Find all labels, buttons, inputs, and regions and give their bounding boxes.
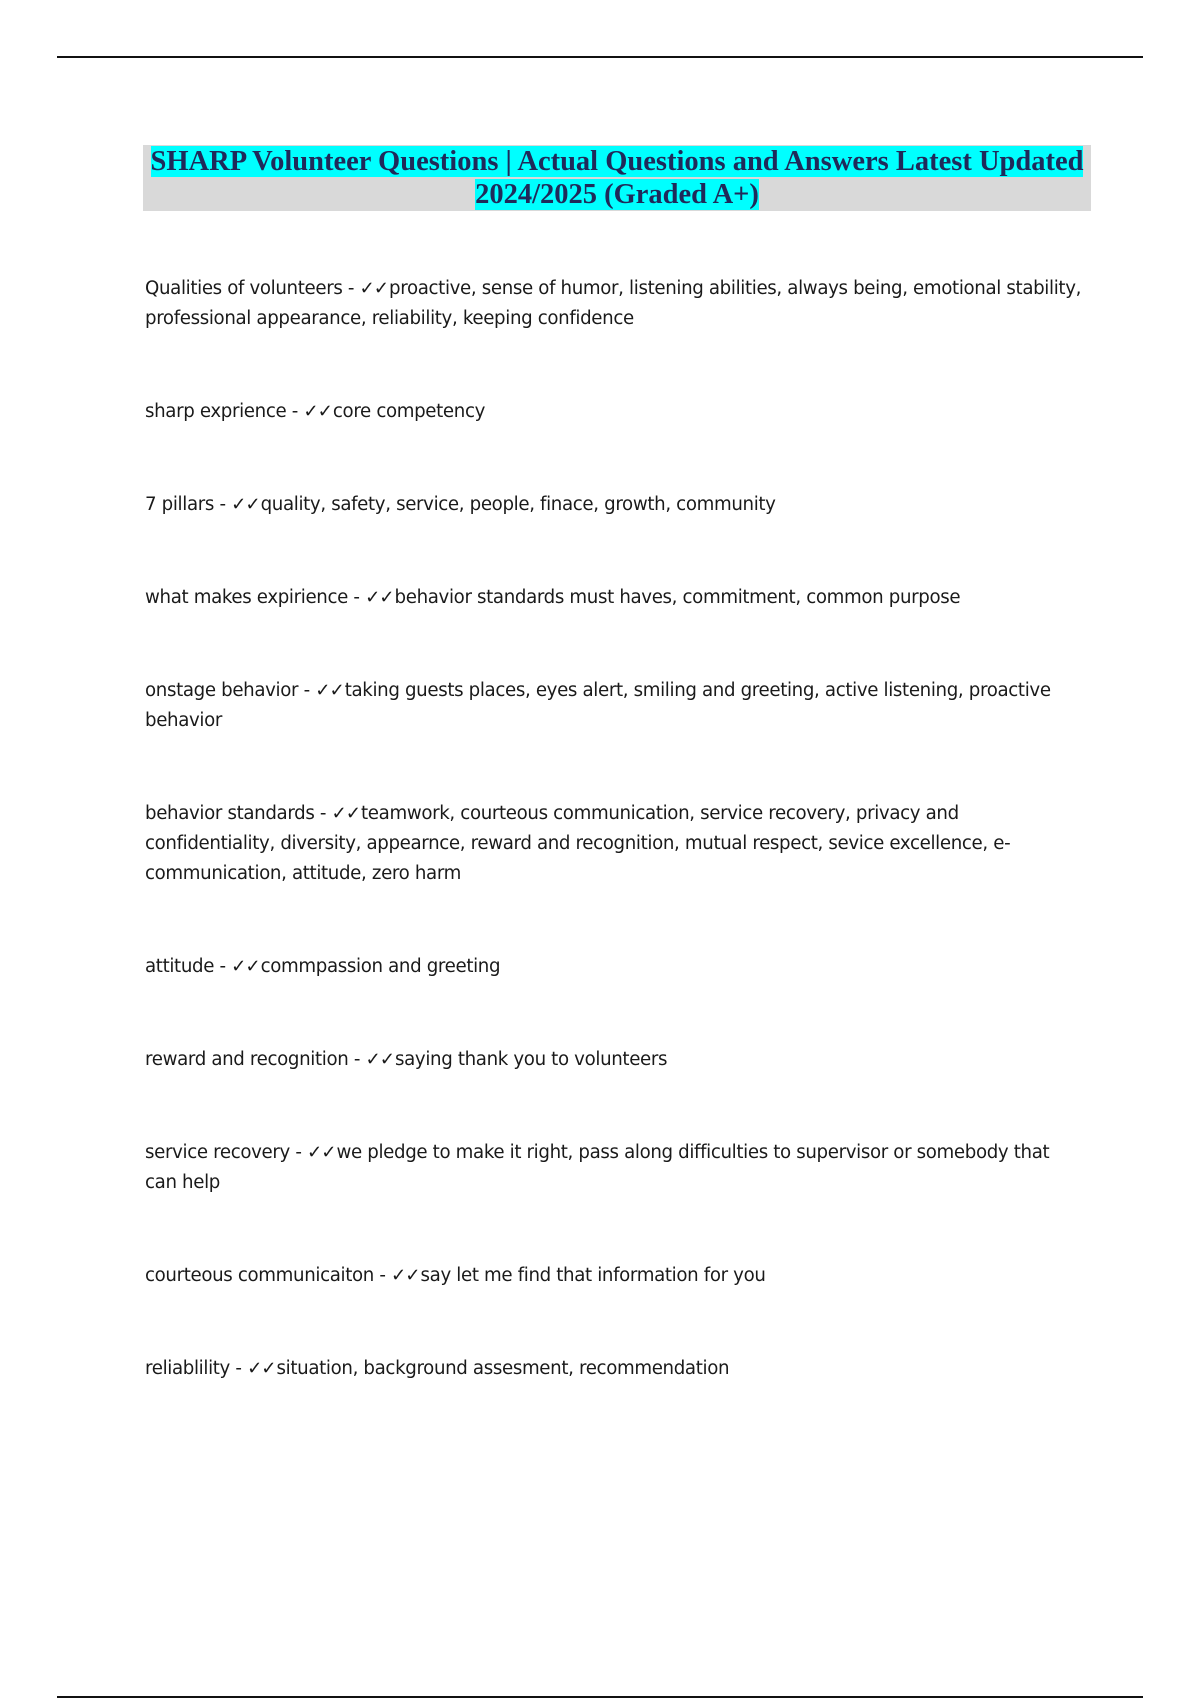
title-line-2: 2024/2025 (Graded A+)	[475, 179, 759, 210]
qa-answer: core competency	[332, 401, 486, 422]
qa-item: reward and recognition - ✓✓saying thank you to volunteers	[145, 1049, 668, 1070]
qa-question: Qualities of volunteers	[145, 278, 343, 299]
qa-item: attitude - ✓✓commpassion and greeting	[145, 956, 501, 977]
qa-item: 7 pillars - ✓✓quality, safety, service, people, finace, growth, community	[145, 494, 776, 515]
qa-item: reliablility - ✓✓situation, background assesment, recommendation	[145, 1358, 730, 1379]
page-top-rule	[57, 56, 1143, 58]
double-check-icon: ✓✓	[315, 680, 344, 701]
qa-list	[145, 274, 1085, 1447]
qa-answer: say let me find that information for you	[420, 1265, 766, 1286]
qa-item: Qualities of volunteers - ✓✓proactive, sense of humor, listening abilities, always being, emotional stability, professional appearance, reliability, keeping confidence	[145, 278, 1082, 329]
qa-question: attitude	[145, 956, 215, 977]
qa-question: what makes expirience	[145, 587, 348, 608]
qa-question: service recovery	[145, 1142, 290, 1163]
qa-item: behavior standards - ✓✓teamwork, courteous communication, service recovery, privacy and confidentiality, diversity, appearnce, reward and recognition, mutual respect, sevice excellence, e-communication, attitude, zero harm	[145, 803, 1011, 884]
double-check-icon: ✓✓	[307, 1142, 336, 1163]
qa-answer: teamwork, courteous communication, service recovery, privacy and confidentiality, diversity, appearnce, reward and recognition, mutual respect, sevice excellence, e-communication, attitude, zero harm	[145, 803, 1011, 884]
qa-question: sharp exprience	[145, 401, 287, 422]
qa-answer: taking guests places, eyes alert, smiling and greeting, active listening, proactive behavior	[145, 680, 1051, 731]
page-bottom-rule	[57, 1696, 1143, 1698]
qa-item: what makes expirience - ✓✓behavior standards must haves, commitment, common purpose	[145, 587, 961, 608]
double-check-icon: ✓✓	[359, 278, 389, 299]
double-check-icon: ✓✓	[231, 956, 260, 977]
qa-item: service recovery - ✓✓we pledge to make it right, pass along difficulties to supervisor or somebody that can help	[145, 1142, 1050, 1193]
qa-answer: proactive, sense of humor, listening abilities, always being, emotional stability, professional appearance, reliability, keeping confidence	[145, 278, 1082, 329]
title-line-1: SHARP Volunteer Questions | Actual Questions and Answers Latest Updated	[150, 146, 1084, 177]
double-check-icon: ✓✓	[247, 1358, 276, 1379]
double-check-icon: ✓✓	[303, 401, 332, 422]
double-check-icon: ✓✓	[391, 1265, 420, 1286]
qa-answer: saying thank you to volunteers	[395, 1049, 668, 1070]
qa-question: 7 pillars	[145, 494, 215, 515]
qa-item: onstage behavior - ✓✓taking guests places, eyes alert, smiling and greeting, active listening, proactive behavior	[145, 680, 1051, 731]
double-check-icon: ✓✓	[231, 494, 260, 515]
qa-answer: behavior standards must haves, commitment, common purpose	[394, 587, 961, 608]
qa-question: behavior standards	[145, 803, 315, 824]
qa-answer: we pledge to make it right, pass along difficulties to supervisor or somebody that can help	[145, 1142, 1050, 1193]
double-check-icon: ✓✓	[331, 803, 361, 824]
qa-item: sharp exprience - ✓✓core competency	[145, 401, 486, 422]
double-check-icon: ✓✓	[365, 1049, 394, 1070]
qa-item: courteous communicaiton - ✓✓say let me find that information for you	[145, 1265, 766, 1286]
qa-answer: quality, safety, service, people, finace, growth, community	[260, 494, 776, 515]
qa-answer: commpassion and greeting	[260, 956, 501, 977]
qa-question: reward and recognition	[145, 1049, 349, 1070]
double-check-icon: ✓✓	[365, 587, 394, 608]
qa-question: courteous communicaiton	[145, 1265, 374, 1286]
document-title	[143, 145, 1091, 211]
qa-question: reliablility	[145, 1358, 230, 1379]
qa-answer: situation, background assesment, recommendation	[276, 1358, 730, 1379]
document-title-block	[143, 145, 1091, 211]
qa-question: onstage behavior	[145, 680, 299, 701]
